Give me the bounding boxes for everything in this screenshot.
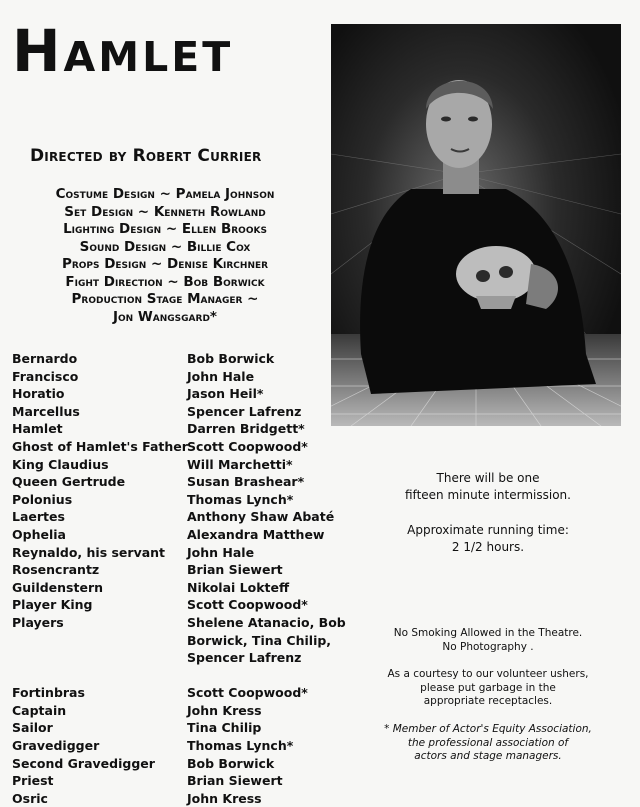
role-name: Sailor bbox=[12, 720, 53, 736]
note-line: please put garbage in the bbox=[420, 681, 556, 694]
cast-row bbox=[12, 772, 347, 790]
role-name: Ophelia bbox=[12, 526, 66, 542]
no-smoking-note bbox=[358, 627, 618, 654]
crew-line: Costume Design ~ Pamela Johnson bbox=[55, 186, 275, 202]
actor-name: Tina Chilip bbox=[187, 720, 262, 736]
intermission-note bbox=[358, 470, 618, 504]
cast-row bbox=[12, 702, 347, 720]
cast-row bbox=[12, 491, 347, 509]
role-name: Osric bbox=[12, 790, 48, 806]
running-time-note bbox=[358, 522, 618, 556]
note-line: Approximate running time: bbox=[407, 523, 569, 537]
actor-name: Spencer Lafrenz bbox=[187, 403, 302, 419]
actor-name: Scott Coopwood* bbox=[187, 685, 308, 701]
role-name: Polonius bbox=[12, 491, 73, 507]
note-line: the professional association of bbox=[407, 736, 569, 749]
actor-name: Brian Siewert bbox=[187, 562, 283, 578]
actor-name: Susan Brashear* bbox=[187, 474, 305, 490]
cast-row bbox=[12, 403, 347, 421]
crew-line: Production Stage Manager ~ bbox=[71, 291, 259, 307]
crew-line: Fight Direction ~ Bob Borwick bbox=[65, 273, 265, 290]
cast-row bbox=[12, 684, 347, 702]
note-line: No Photography . bbox=[442, 640, 534, 653]
courtesy-note bbox=[358, 668, 618, 709]
role-name: Guildenstern bbox=[12, 579, 104, 595]
role-name: Rosencrantz bbox=[12, 562, 100, 578]
actor-name: Darren Bridgett* bbox=[187, 421, 305, 437]
role-name: Fortinbras bbox=[12, 685, 85, 701]
role-name: Marcellus bbox=[12, 403, 80, 419]
crew-credits bbox=[10, 186, 320, 326]
cast-row bbox=[12, 737, 347, 755]
role-name: King Claudius bbox=[12, 456, 109, 472]
crew-line: Set Design ~ Kenneth Rowland bbox=[64, 203, 266, 220]
actor-name: Brian Siewert bbox=[187, 773, 283, 789]
actor-name: Jason Heil* bbox=[187, 386, 264, 402]
cast-row bbox=[12, 561, 347, 579]
note-line: * Member of Actor's Equity Association, bbox=[384, 723, 592, 735]
role-name: Priest bbox=[12, 773, 54, 789]
role-name: Francisco bbox=[12, 368, 79, 384]
note-line: fifteen minute intermission. bbox=[405, 488, 571, 502]
cast-list bbox=[12, 350, 347, 807]
equity-footnote bbox=[358, 723, 618, 764]
play-title: Hamlet bbox=[12, 17, 234, 85]
cast-row bbox=[12, 350, 347, 368]
cast-row bbox=[12, 755, 347, 773]
note-line: appropriate receptacles. bbox=[423, 695, 553, 707]
actor-name: Nikolai Lokteff bbox=[187, 579, 290, 595]
role-name: Queen Gertrude bbox=[12, 474, 126, 490]
cast-row bbox=[12, 385, 347, 403]
role-name: Captain bbox=[12, 702, 67, 718]
cast-row bbox=[12, 614, 347, 667]
note-line: There will be one bbox=[436, 471, 540, 485]
actor-name: Scott Coopwood* bbox=[187, 597, 308, 613]
actor-name: Bob Borwick bbox=[187, 351, 275, 366]
actor-portrait-photo bbox=[331, 24, 621, 426]
cast-row bbox=[12, 596, 347, 614]
actor-name: John Hale bbox=[187, 368, 255, 384]
role-name: Players bbox=[12, 614, 64, 630]
actor-name: Bob Borwick bbox=[187, 755, 275, 771]
cast-row bbox=[12, 790, 347, 807]
cast-row bbox=[12, 456, 347, 474]
role-name: Horatio bbox=[12, 386, 65, 402]
actor-name: Shelene Atanacio, Bob Borwick, Tina Chilip, Spencer Lafrenz bbox=[187, 614, 346, 666]
role-name: Second Gravedigger bbox=[12, 755, 155, 771]
note-line: 2 1/2 hours. bbox=[451, 540, 525, 554]
role-name: Player King bbox=[12, 597, 93, 613]
cast-row bbox=[12, 473, 347, 491]
cast-row bbox=[12, 438, 347, 456]
actor-name: Thomas Lynch* bbox=[187, 738, 294, 754]
note-line: actors and stage managers. bbox=[414, 750, 562, 762]
crew-line: Props Design ~ Denise Kirchner bbox=[61, 256, 269, 272]
cast-row bbox=[12, 420, 347, 438]
role-name: Hamlet bbox=[12, 421, 63, 437]
cast-row bbox=[12, 544, 347, 562]
crew-line: Jon Wangsgard* bbox=[113, 308, 217, 325]
actor-name: Will Marchetti* bbox=[187, 456, 293, 472]
crew-line: Lighting Design ~ Ellen Brooks bbox=[63, 221, 267, 237]
actor-name: John Kress bbox=[187, 702, 262, 718]
cast-row bbox=[12, 719, 347, 737]
director-credit: Directed by Robert Currier bbox=[30, 146, 262, 166]
note-line: As a courtesy to our volunteer ushers, bbox=[387, 668, 589, 680]
role-name: Bernardo bbox=[12, 351, 78, 366]
role-name: Laertes bbox=[12, 509, 65, 525]
cast-row bbox=[12, 508, 347, 526]
role-name: Ghost of Hamlet's Father bbox=[12, 438, 188, 454]
actor-name: Alexandra Matthew bbox=[187, 526, 325, 542]
note-line: No Smoking Allowed in the Theatre. bbox=[393, 627, 583, 639]
actor-name: John Hale bbox=[187, 544, 255, 560]
cast-spacer bbox=[12, 667, 347, 685]
actor-name: Scott Coopwood* bbox=[187, 438, 308, 454]
cast-row bbox=[12, 579, 347, 597]
role-name: Gravedigger bbox=[12, 738, 100, 754]
actor-name: Thomas Lynch* bbox=[187, 491, 294, 507]
role-name: Reynaldo, his servant bbox=[12, 544, 166, 560]
actor-name: Anthony Shaw Abaté bbox=[187, 509, 335, 525]
cast-row bbox=[12, 526, 347, 544]
cast-row bbox=[12, 368, 347, 386]
crew-line: Sound Design ~ Billie Cox bbox=[79, 238, 251, 255]
actor-name: John Kress bbox=[187, 790, 262, 806]
